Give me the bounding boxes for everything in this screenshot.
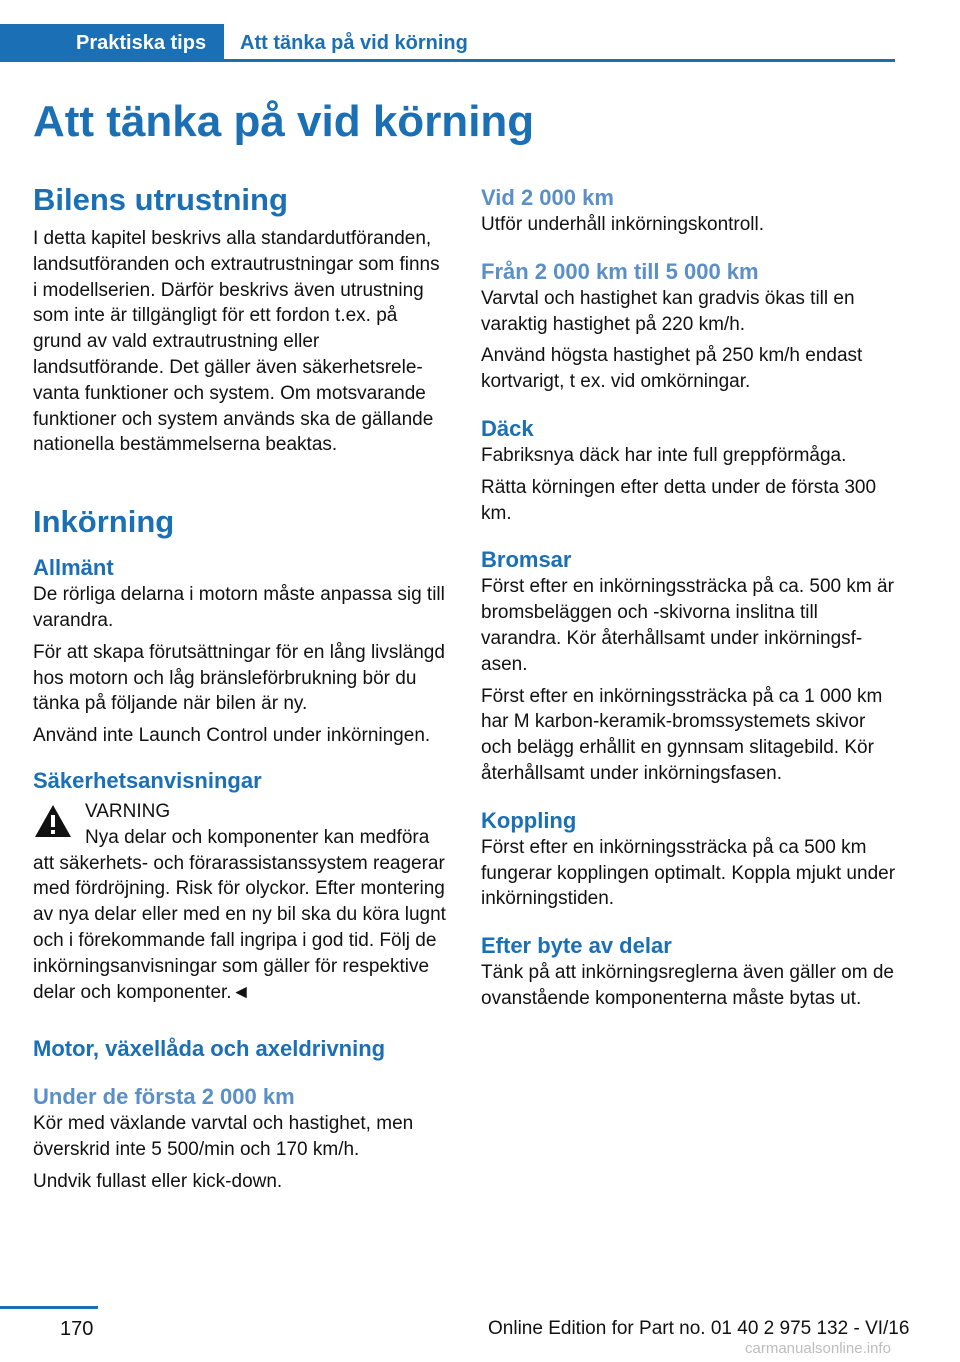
- paragraph-forsta-2000-1: Kör med växlande varvtal och hastighet, men överskrid inte 5 500/min och 170 km/h.: [33, 1113, 414, 1161]
- paragraph-allmant-2: För att skapa förutsättningar för en lång livslängd hos motorn och låg bränsleförbrukning bör du tänka på följande när bilen är ny.: [33, 641, 445, 715]
- heading-sakerhetsanvisningar: Säkerhetsanvisningar: [33, 767, 262, 793]
- paragraph-fran-1: Varvtal och hastighet kan gradvis ökas till en varaktig hastighet på 220 km/h.: [481, 287, 855, 335]
- paragraph-allmant-1: De rörliga delarna i motorn måste anpassa sig till varandra.: [33, 584, 445, 631]
- watermark: carmanualsonline.info: [745, 1340, 891, 1357]
- paragraph-allmant-3: Använd inte Launch Control under inkörningen.: [33, 725, 431, 747]
- heading-bromsar: Bromsar: [481, 547, 572, 573]
- heading-under-forsta-2000: Under de första 2 000 km: [33, 1084, 295, 1110]
- paragraph-forsta-2000-2: Undvik fullast eller kick-down.: [33, 1170, 283, 1192]
- heading-vid-2000: Vid 2 000 km: [481, 185, 614, 210]
- heading-allmant: Allmänt: [33, 555, 114, 581]
- page-number: 170: [60, 1318, 94, 1340]
- heading-efter-byte: Efter byte av delar: [481, 933, 672, 959]
- paragraph-bromsar-1: Först efter en inkörningssträcka på ca. 500 km är bromsbeläggen och -skivorna inslitna till varandra. Kör återhållsamt under inkörningsfasen.: [481, 576, 894, 675]
- warning-triangle-icon: [33, 803, 73, 839]
- warning-block: [33, 799, 448, 1005]
- footer-divider: [0, 1306, 98, 1309]
- header-divider: [224, 59, 895, 62]
- paragraph-fran-2: Använd högsta hastighet på 250 km/h endast kortvarigt, t ex. vid omkörningar.: [481, 345, 863, 393]
- heading-inkorning: Inkörning: [33, 504, 175, 540]
- paragraph-dack-2: Rätta körningen efter detta under de första 300 km.: [481, 476, 877, 524]
- heading-motor: Motor, växellåda och axeldrivning: [33, 1036, 386, 1062]
- paragraph-utrustning: I detta kapitel beskrivs alla standardutföranden, landsutföranden och extrautrustningar som finns i modellserien. Därför beskrivs även utrustning som inte är tillgängligt för ett fordon t.ex. på grund av vald extrautrustning eller landsutförande. Det gäller även säkerhetsrelevanta funktioner och system. Om motsvarande funktioner och system används ska de gällande nationella bestämmelserna beaktas.: [33, 228, 440, 456]
- edition-text: Online Edition for Part no. 01 40 2 975 132 - VI/16: [488, 1318, 910, 1339]
- heading-fran-2000-5000: Från 2 000 km till 5 000 km: [481, 258, 759, 284]
- section-tab[interactable]: Praktiska tips: [0, 24, 224, 62]
- paragraph-bromsar-2: Först efter en inkörningssträcka på ca 1 000 km har M karbon-keramik-bromssystemets skivor och belägg erhållit en gynnsam slitagebild. Kör återhållsamt under inkörningsfasen.: [481, 685, 883, 784]
- paragraph-vid-2000: Utför underhåll inkörningskontroll.: [481, 214, 765, 235]
- heading-koppling: Koppling: [481, 807, 577, 833]
- paragraph-koppling: Först efter en inkörningssträcka på ca 500 km fungerar kopplingen optimalt. Koppla mjukt under inkörningstiden.: [481, 836, 896, 910]
- header-bar: [0, 24, 895, 62]
- heading-bilens-utrustning: Bilens utrustning: [33, 182, 288, 217]
- page-title: Att tänka på vid körning: [33, 97, 535, 146]
- paragraph-dack-1: Fabriksnya däck har inte full greppförmåga.: [481, 444, 847, 466]
- warning-label: VARNING: [85, 800, 171, 822]
- paragraph-efter-byte: Tänk på att inkörningsreglerna även gäller om de ovanstående komponenterna måste bytas ut.: [481, 962, 894, 1009]
- right-column: [481, 180, 896, 1018]
- subsection-tab[interactable]: Att tänka på vid körning: [240, 32, 468, 54]
- heading-dack: Däck: [481, 415, 534, 441]
- warning-line-1: Nya delar och komponenter kan medföra: [85, 826, 430, 848]
- left-column: [33, 180, 448, 1201]
- warning-text: att säkerhets- och förarassistanssystem reagerar med fördröjning. Risk för olyckor. Efter montering av nya delar eller med en ny bil ska du köra lugnt och i förekommande fall ingripa i god tid. Följ de inkörningsanvisningar som gäller för respektive delar och komponenter.◄: [33, 852, 446, 1003]
